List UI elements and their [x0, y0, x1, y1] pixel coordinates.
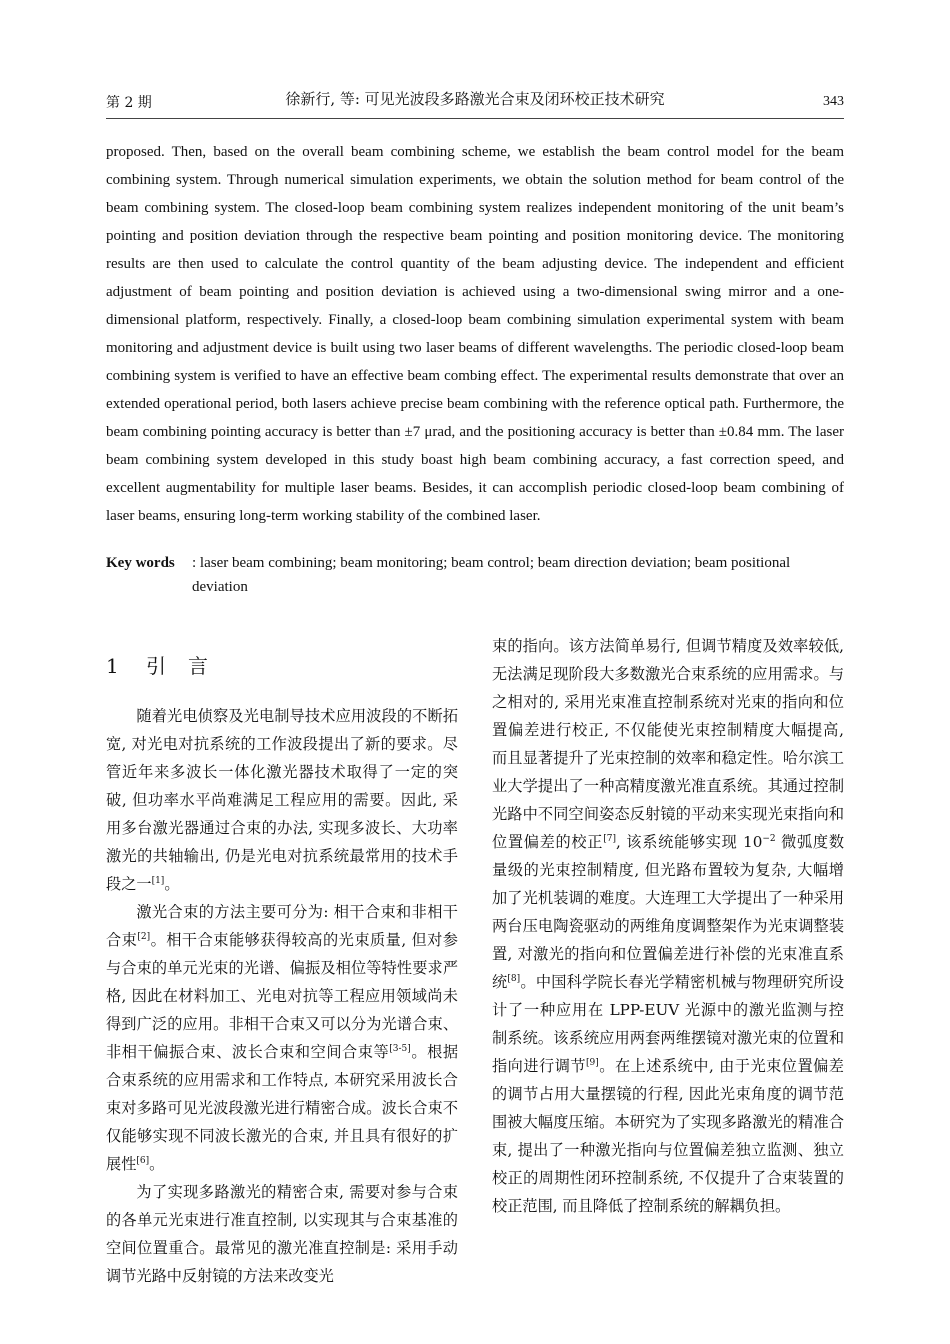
right-column — [492, 632, 844, 1220]
paragraph-text: 为了实现多路激光的精密合束, 需要对参与合束的各单元光束进行准直控制, 以实现其与合束基准的空间位置重合。最常见的激光准直控制是: 采用手动调节光路中反射镜的方法来改变光 — [106, 1183, 458, 1285]
keywords — [106, 551, 844, 599]
citation-ref: [1] — [151, 876, 165, 886]
citation-ref: [6] — [136, 1156, 150, 1166]
paragraph-text: 。中国科学院长春光学精密机械与物理研究所设计了一种应用在 LPP-EUV 光源中的激光监测与控制系统。该系统应用两套两维摆镜对激光束的位置和指向进行调节 — [492, 973, 845, 1075]
paragraph-text: 。在上述系统中, 由于光束位置偏差的调节占用大量摆镜的行程, 因此光束角度的调节范围被大幅度压缩。本研究为了实现多路激光的精准合束, 提出了一种激光指向与位置偏差独立监测、独立校正的周期性闭环控制系统, 不仅提升了合束装置的校正范围, 而且降低了控制系统的解耦负担。 — [492, 1057, 844, 1215]
paragraph-text: 激光合束的方法主要可分为: 相干合束和非相干合束 — [106, 903, 458, 949]
keywords-text: : laser beam combining; beam monitoring; beam control; beam direction deviation; beam positional deviation — [192, 555, 791, 595]
paragraph-text: 。相干合束能够获得较高的光束质量, 但对参与合束的单元光束的光谱、偏振及相位等特性要求严格, 因此在材料加工、光电对抗等工程应用领域尚未得到广泛的应用。非相干合束又可以分为光谱合束、非相干偏振合束、波长合束和空间合束等 — [106, 931, 458, 1061]
left-column — [106, 702, 458, 1290]
paragraph-text: 。 — [164, 875, 180, 893]
section-number: 1 — [106, 654, 119, 678]
paragraph-text: 。根据合束系统的应用需求和工作特点, 本研究采用波长合束对多路可见光波段激光进行精密合成。波长合束不仅能够实现不同波长激光的合束, 并且具有很好的扩展性 — [106, 1043, 459, 1173]
citation-ref: [8] — [507, 974, 521, 984]
running-header — [106, 88, 844, 119]
paragraph — [106, 1178, 458, 1290]
paragraph-text: 束的指向。该方法简单易行, 但调节精度及效率较低, 无法满足现阶段大多数激光合束系统的应用需求。与之相对的, 采用光束准直控制系统对光束的指向和位置偏差进行校正, 不仅能使光束控制精度大幅提高, 而且显著提升了光束控制的效率和稳定性。哈尔滨工业大学提出了一种高精度激光准直系统。其通过控制光路中不同空间姿态反射镜的平动来实现光束指向和位置偏差的校正 — [492, 637, 844, 851]
paragraph-text: , 该系统能够实现 10 — [615, 833, 763, 851]
exponent: −2 — [762, 834, 776, 844]
paragraph-text: 随着光电侦察及光电制导技术应用波段的不断拓宽, 对光电对抗系统的工作波段提出了新的要求。尽管近年来多波长一体化激光器技术取得了一定的突破, 但功率水平尚难满足工程应用的需要。因此, 采用多台激光器通过合束的办法, 实现多波长、大功率激光的共轴输出, 仍是光电对抗系统最常用的技术手段之一 — [106, 707, 458, 893]
abstract-paragraph: proposed. Then, based on the overall beam combining scheme, we establish the beam control model for the beam combining system. Through numerical simulation experiments, we obtain the solution method for beam control of the beam combining system. The closed-loop beam combining system realizes independent monitoring of the unit beam’s pointing and position deviation through the respective beam pointing and position monitoring device. The monitoring results are then used to calculate the control quantity of the beam adjusting device. The independent and efficient adjustment of beam pointing and position deviation is achieved using a two-dimensional swing mirror and a one-dimensional platform, respectively. Finally, a closed-loop beam combining simulation experimental system with beam monitoring and adjustment device is built using two laser beams of different wavelengths. The periodic closed-loop beam combining system is verified to have an effective beam combing effect. The experimental results demonstrate that over an extended operational period, both lasers achieve precise beam combining with the reference optical path. Furthermore, the beam combining pointing accuracy is better than ±7 μrad, and the positioning accuracy is better than ±0.84 mm. The laser beam combining system developed in this study boast high beam combining accuracy, a fast correction speed, and excellent augmentability for multiple laser beams. Besides, it can accomplish periodic closed-loop beam combining of laser beams, ensuring long-term working stability of the combined laser. — [106, 144, 844, 524]
paragraph — [106, 898, 458, 1178]
paragraph-text: 。 — [149, 1155, 165, 1173]
citation-ref: [9] — [586, 1058, 599, 1068]
page-number: 343 — [823, 94, 844, 109]
abstract-text — [106, 138, 844, 530]
paragraph — [106, 702, 458, 898]
running-title: 徐新行, 等: 可见光波段多路激光合束及闭环校正技术研究 — [285, 90, 665, 108]
issue-label: 第 2 期 — [106, 95, 152, 111]
section-title: 引言 — [146, 654, 230, 678]
paragraph — [492, 632, 844, 1220]
paragraph-text: 微弧度数量级的光束控制精度, 但光路布置较为复杂, 大幅增加了光机装调的难度。大连理工大学提出了一种采用两台压电陶瓷驱动的两维角度调整架作为光束调整装置, 对激光的指向和位置偏差进行补偿的光束准直系统 — [492, 833, 845, 991]
keywords-label: Key words — [106, 555, 175, 571]
citation-ref: [2] — [137, 932, 151, 942]
citation-ref: [7] — [603, 834, 616, 844]
section-heading — [106, 650, 230, 679]
citation-ref: [3-5] — [389, 1044, 411, 1054]
